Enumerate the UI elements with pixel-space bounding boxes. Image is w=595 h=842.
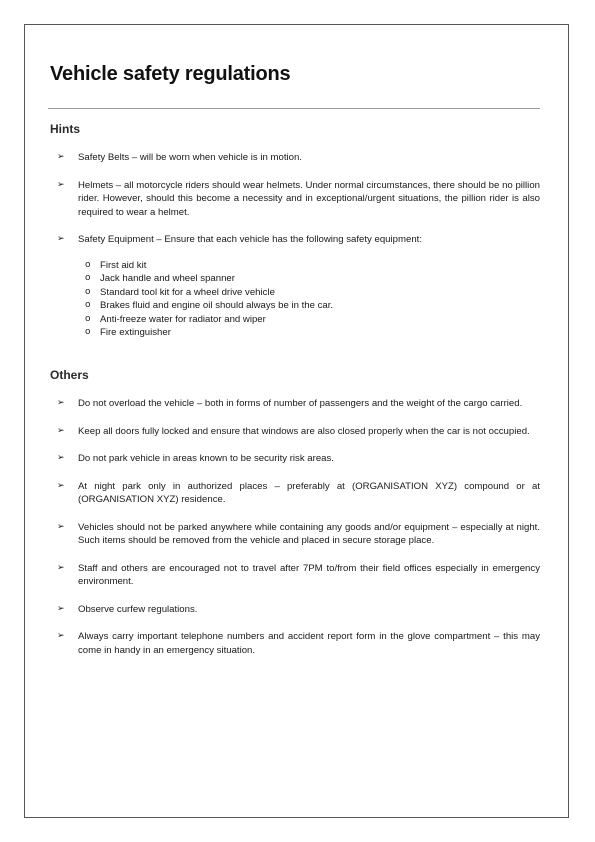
rule-text: Do not park vehicle in areas known to be security risk areas. — [78, 453, 334, 464]
list-item — [50, 425, 540, 439]
circle-bullet-icon: o — [85, 300, 91, 310]
equipment-text: First aid kit — [100, 259, 147, 271]
list-item — [50, 521, 540, 548]
title-divider — [48, 108, 540, 109]
list-item — [50, 562, 540, 589]
list-item — [50, 603, 540, 617]
equipment-list — [78, 259, 540, 340]
equipment-text: Fire extinguisher — [100, 327, 171, 338]
arrow-bullet-icon: ➢ — [57, 631, 65, 641]
hint-text: Safety Equipment – Ensure that each vehicle has the following safety equipment: — [78, 234, 422, 245]
arrow-bullet-icon: ➢ — [57, 480, 65, 491]
equipment-item — [78, 259, 540, 273]
list-item — [50, 179, 540, 220]
list-item — [50, 397, 540, 411]
list-item — [50, 151, 540, 165]
rule-text: Always carry important telephone numbers and accident report form in the glove compartment – this may come in handy in an emergency situation. — [78, 631, 540, 656]
hint-text: Helmets – all motorcycle riders should wear helmets. Under normal circumstances, there should be no pillion rider. However, should this become a necessity and in exceptional/urgent situations, the pillion rider is also required to wear a helmet. — [78, 179, 540, 218]
equipment-item — [78, 326, 540, 340]
arrow-bullet-icon: ➢ — [57, 603, 65, 614]
equipment-text: Standard tool kit for a wheel drive vehicle — [100, 286, 275, 298]
hints-section — [50, 122, 540, 340]
equipment-item — [78, 313, 540, 327]
equipment-text: Brakes fluid and engine oil should always be in the car. — [100, 300, 334, 311]
others-heading: Others — [50, 368, 89, 382]
arrow-bullet-icon: ➢ — [57, 425, 65, 436]
document-header — [50, 62, 540, 86]
rule-text: Staff and others are encouraged not to travel after 7PM to/from their field offices especially in emergency environment. — [78, 562, 540, 587]
arrow-bullet-icon: ➢ — [57, 234, 65, 244]
equipment-text: Anti-freeze water for radiator and wiper — [100, 313, 266, 325]
equipment-item — [78, 272, 540, 286]
rule-text: At night park only in authorized places – preferably at (ORGANISATION XYZ) compound or at (ORGANISATION XYZ) residence. — [78, 480, 540, 505]
page-title: Vehicle safety regulations — [50, 63, 291, 85]
others-list — [50, 397, 540, 657]
equipment-item — [78, 286, 540, 300]
hint-text: Safety Belts – will be worn when vehicle is in motion. — [78, 152, 302, 163]
circle-bullet-icon: o — [85, 313, 91, 324]
arrow-bullet-icon: ➢ — [57, 398, 65, 408]
rule-text: Observe curfew regulations. — [78, 603, 198, 615]
circle-bullet-icon: o — [85, 286, 91, 297]
arrow-bullet-icon: ➢ — [57, 521, 65, 532]
list-item — [50, 452, 540, 466]
arrow-bullet-icon: ➢ — [57, 562, 65, 573]
arrow-bullet-icon: ➢ — [57, 152, 65, 162]
list-item — [50, 630, 540, 657]
list-item — [50, 480, 540, 507]
others-section — [50, 368, 540, 671]
arrow-bullet-icon: ➢ — [57, 179, 65, 190]
rule-text: Vehicles should not be parked anywhere while containing any goods and/or equipment – especially at night. Such items should be removed from the vehicle and placed in secure storage place. — [78, 521, 540, 546]
circle-bullet-icon: o — [85, 259, 91, 270]
arrow-bullet-icon: ➢ — [57, 453, 65, 463]
rule-text: Do not overload the vehicle – both in forms of number of passengers and the weight of the cargo carried. — [78, 398, 523, 409]
hints-list — [50, 151, 540, 340]
circle-bullet-icon: o — [85, 273, 91, 283]
equipment-text: Jack handle and wheel spanner — [100, 273, 235, 284]
list-item — [50, 233, 540, 340]
rule-text: Keep all doors fully locked and ensure that windows are also closed properly when the car is not occupied. — [78, 425, 530, 437]
circle-bullet-icon: o — [85, 327, 91, 337]
hints-heading: Hints — [50, 122, 80, 136]
equipment-item — [78, 299, 540, 313]
